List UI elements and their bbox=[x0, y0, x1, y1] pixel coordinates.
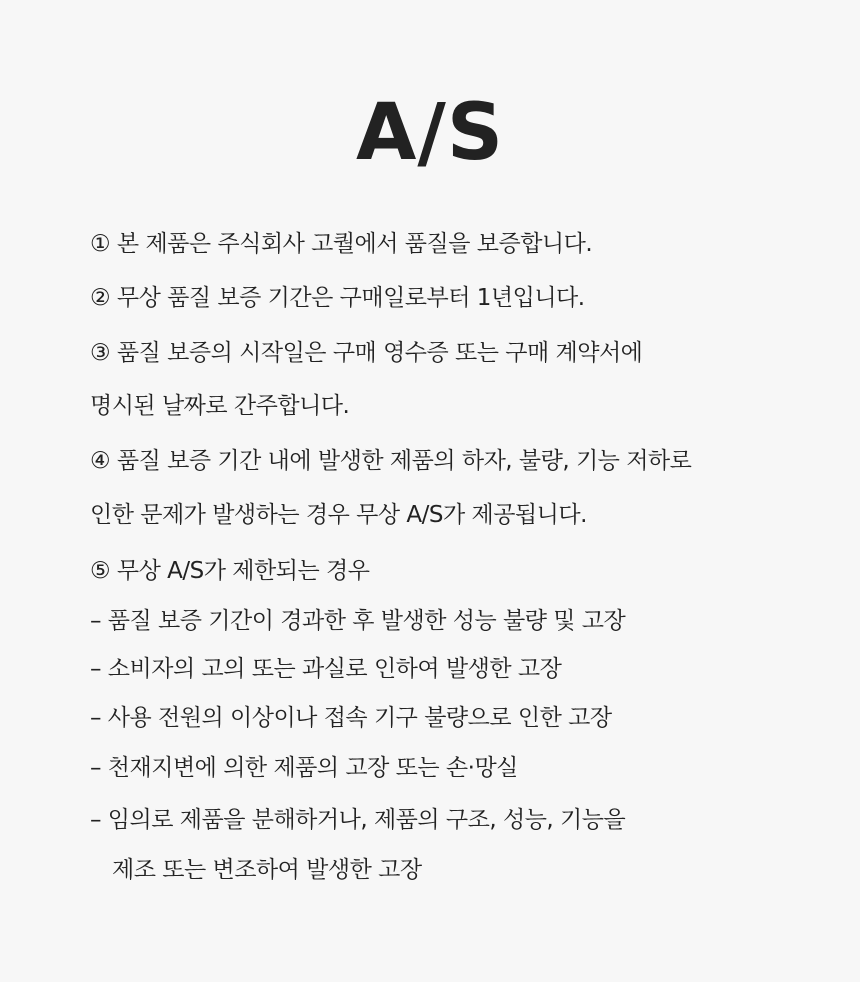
item-2: ② 무상 품질 보증 기간은 구매일로부터 1년입니다. bbox=[90, 285, 585, 311]
exclusion-4: – 천재지변에 의한 제품의 고장 또는 손·망실 bbox=[90, 755, 518, 781]
item-4: ④ 품질 보증 기간 내에 발생한 제품의 하자, 불량, 기능 저하로 bbox=[90, 448, 692, 474]
item-1: ① 본 제품은 주식회사 고퀄에서 품질을 보증합니다. bbox=[90, 231, 593, 257]
item-5: ⑤ 무상 A/S가 제한되는 경우 bbox=[90, 558, 370, 584]
exclusion-2: – 소비자의 고의 또는 과실로 인하여 발생한 고장 bbox=[90, 656, 562, 682]
item-3-cont: 명시된 날짜로 간주합니다. bbox=[90, 393, 350, 419]
page-title: A/S bbox=[355, 88, 505, 178]
exclusion-3: – 사용 전원의 이상이나 접속 기구 불량으로 인한 고장 bbox=[90, 705, 612, 731]
exclusion-5-cont: 제조 또는 변조하여 발생한 고장 bbox=[112, 857, 422, 883]
item-3: ③ 품질 보증의 시작일은 구매 영수증 또는 구매 계약서에 bbox=[90, 340, 643, 366]
exclusion-1: – 품질 보증 기간이 경과한 후 발생한 성능 불량 및 고장 bbox=[90, 608, 626, 634]
exclusion-5: – 임의로 제품을 분해하거나, 제품의 구조, 성능, 기능을 bbox=[90, 807, 626, 833]
item-4-cont: 인한 문제가 발생하는 경우 무상 A/S가 제공됩니다. bbox=[90, 502, 587, 528]
